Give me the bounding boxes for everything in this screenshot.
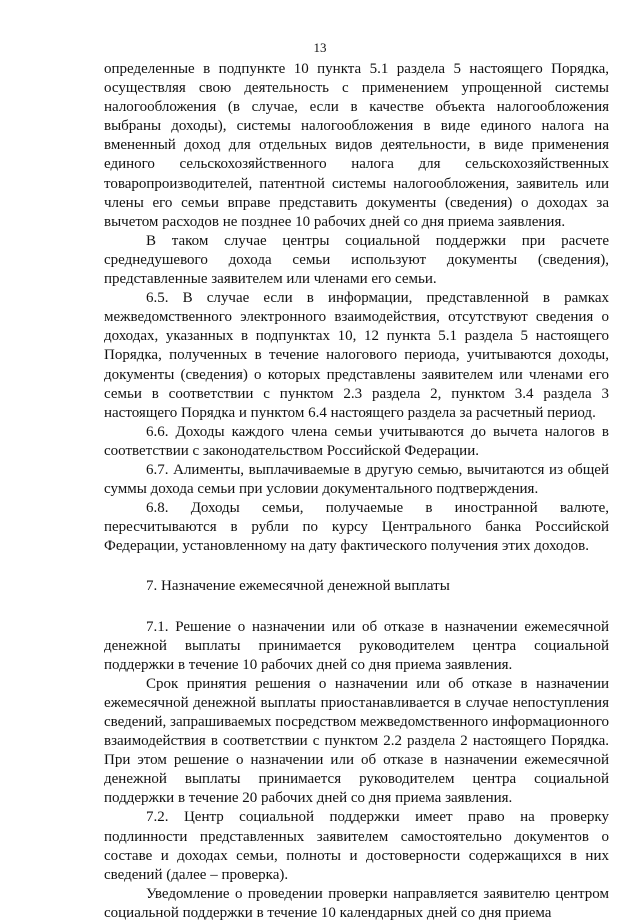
paragraph-6-7: 6.7. Алименты, выплачиваемые в другую семью, вычитаются из общей суммы дохода семьи при условии документального подтверждения. (104, 461, 609, 498)
section-heading-7: 7. Назначение ежемесячной денежной выплаты (146, 578, 450, 595)
paragraph: Уведомление о проведении проверки направляется заявителю центром социальной поддержки в течение 10 календарных дней со дня приема (104, 885, 609, 921)
page-number: 13 (313, 40, 327, 55)
document-body (104, 60, 609, 923)
paragraph-7-2: 7.2. Центр социальной поддержки имеет право на проверку подлинности представленных заявителем самостоятельно документов о составе и доходах семьи, полноты и достоверности содержащихся в них сведений (далее – проверка). (104, 809, 609, 883)
paragraph: Срок принятия решения о назначении или об отказе в назначении ежемесячной денежной выплаты приостанавливается в случае непоступления сведений, запрашиваемых посредством межведомственного информационного взаимодействия в соответствии с пунктом 2.2 раздела 2 настоящего Порядка. При этом решение о назначении или об отказе в назначении ежемесячной денежной выплаты принимается руководителем центра социальной поддержки в течение 20 рабочих дней со дня приема заявления. (104, 675, 609, 807)
paragraph-6-5: 6.5. В случае если в информации, представленной в рамках межведомственного электронного взаимодействия, отсутствуют сведения о доходах, указанных в подпунктах 10, 12 пункта 5.1 раздела 5 настоящего Порядка, полученных в течение налогового периода, учитываются доходы, документы (сведения) о которых представлены заявителем или членами его семьи в соответствии с пунктом 2.3 раздела 2, пунктом 3.4 раздела 3 настоящего Порядка и пунктом 6.4 настоящего раздела за расчетный период. (104, 290, 609, 421)
paragraph-7-1: 7.1. Решение о назначении или об отказе в назначении ежемесячной денежной выплаты принимается руководителем центра социальной поддержки в течение 10 рабочих дней со дня приема заявления. (104, 618, 609, 673)
paragraph-6-6: 6.6. Доходы каждого члена семьи учитываются до вычета налогов в соответствии с законодательством Российской Федерации. (104, 423, 609, 459)
paragraph: В таком случае центры социальной поддержки при расчете среднедушевого дохода семьи используют документы (сведения), представленные заявителем или членами его семьи. (104, 232, 609, 288)
paragraph-6-8: 6.8. Доходы семьи, получаемые в иностранной валюте, пересчитываются в рубли по курсу Центрального банка Российской Федерации, установленному на дату фактического получения этих доходов. (104, 500, 609, 555)
paragraph-continuation: определенные в подпункте 10 пункта 5.1 раздела 5 настоящего Порядка, осуществляя свою деятельность с применением упрощенной системы налогообложения (в случае, если в качестве объекта налогообложения выбраны доходы), системы налогообложения в виде единого налога на вмененный доход для отдельных видов деятельности, в виде применения единого сельскохозяйственного налога для сельскохозяйственных товаропроизводителей, патентной системы налогообложения, заявитель или члены его семьи вправе представить документы (сведения) о доходах за вычетом расходов не позднее 10 рабочих дней со дня приема заявления. (104, 61, 609, 230)
